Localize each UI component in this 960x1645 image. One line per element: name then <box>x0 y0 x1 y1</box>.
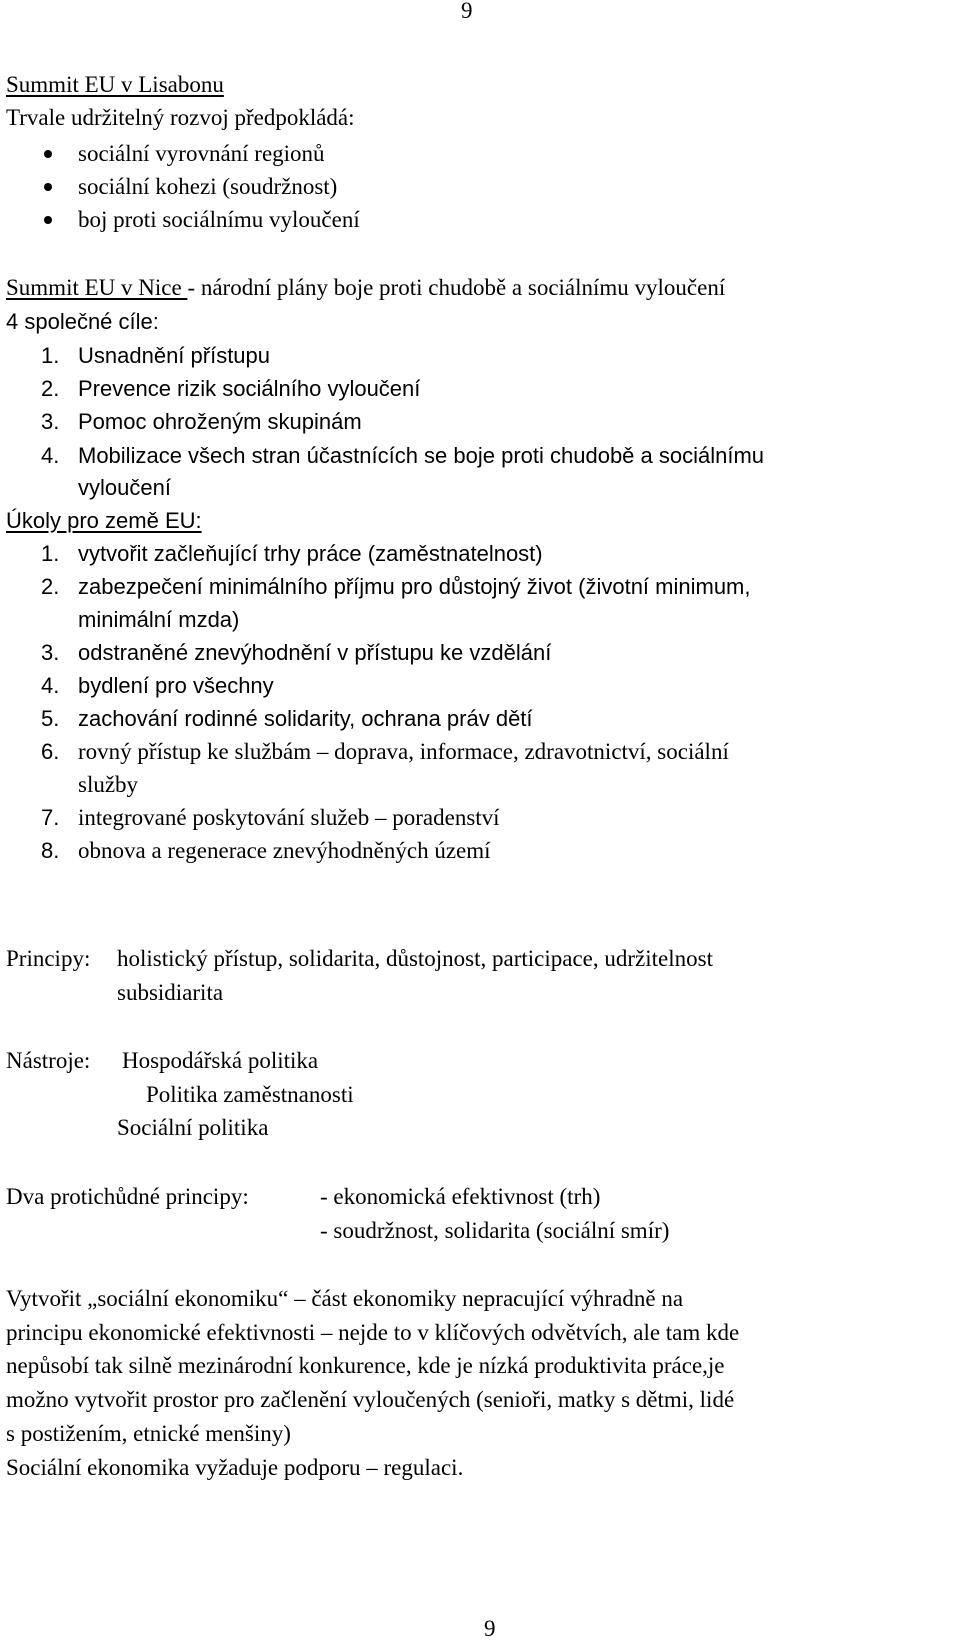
task-item: bydlení pro všechny <box>78 673 274 698</box>
page-number-bottom: 9 <box>484 1616 496 1641</box>
list-item: boj proti sociálnímu vyloučení <box>78 207 360 232</box>
goals-heading: 4 společné cíle: <box>6 309 159 334</box>
paragraph-line: nepůsobí tak silně mezinárodní konkurence, kde je nízká produktivita práce,je <box>6 1353 725 1378</box>
goal-number: 2. <box>41 376 60 401</box>
bullet-icon <box>44 216 52 224</box>
task-item-continued: minimální mzda) <box>78 607 240 632</box>
task-number: 1. <box>41 541 60 566</box>
list-item: sociální kohezi (soudržnost) <box>78 174 338 199</box>
task-item: rovný přístup ke službám – doprava, informace, zdravotnictví, sociální <box>78 739 729 764</box>
task-item-continued: služby <box>78 772 139 797</box>
page-number-top: 9 <box>461 0 473 23</box>
principles-line-1: holistický přístup, solidarita, důstojnost, participace, udržitelnost <box>117 946 713 971</box>
goal-number: 4. <box>41 443 60 468</box>
task-number: 4. <box>41 673 60 698</box>
opposing-label: Dva protichůdné principy: <box>6 1184 249 1209</box>
paragraph-line: možno vytvořit prostor pro začlenění vyloučených (senioři, matky s dětmi, lidé <box>6 1387 735 1412</box>
goal-item-continued: vyloučení <box>78 475 171 500</box>
task-number: 2. <box>41 574 60 599</box>
goal-item: Mobilizace všech stran účastnících se boje proti chudobě a sociálnímu <box>78 443 765 468</box>
tools-item: Hospodářská politika <box>122 1048 319 1073</box>
task-item: odstraněné znevýhodnění v přístupu ke vzdělání <box>78 640 552 665</box>
task-item: obnova a regenerace znevýhodněných území <box>78 838 491 863</box>
principles-label: Principy: <box>6 946 91 971</box>
tools-item: Sociální politika <box>117 1115 269 1140</box>
list-item: sociální vyrovnání regionů <box>78 141 325 166</box>
nice-title: Summit EU v Nice <box>6 275 188 300</box>
task-number: 7. <box>41 805 60 830</box>
task-item: zabezpečení minimálního příjmu pro důstojný život (životní minimum, <box>78 574 751 599</box>
principles-line-2: subsidiarita <box>117 980 224 1005</box>
task-number: 8. <box>41 838 60 863</box>
goal-item: Prevence rizik sociálního vyloučení <box>78 376 421 401</box>
lisbon-title: Summit EU v Lisabonu <box>6 72 224 97</box>
goal-number: 1. <box>41 343 60 368</box>
lisbon-intro: Trvale udržitelný rozvoj předpokládá: <box>6 105 355 130</box>
nice-title-line <box>6 271 725 304</box>
opposing-item: - soudržnost, solidarita (sociální smír) <box>320 1218 670 1243</box>
bullet-icon <box>44 150 52 158</box>
bullet-icon <box>44 183 52 191</box>
nice-title-rest: - národní plány boje proti chudobě a sociálnímu vyloučení <box>187 275 726 300</box>
tasks-heading: Úkoly pro země EU: <box>6 508 202 533</box>
task-item: vytvořit začleňující trhy práce (zaměstnatelnost) <box>78 541 543 566</box>
task-number: 5. <box>41 706 60 731</box>
goal-item: Usnadnění přístupu <box>78 343 271 368</box>
task-number: 3. <box>41 640 60 665</box>
tools-item: Politika zaměstnanosti <box>146 1082 354 1107</box>
paragraph-line: Sociální ekonomika vyžaduje podporu – regulaci. <box>6 1455 464 1480</box>
opposing-item: - ekonomická efektivnost (trh) <box>320 1184 601 1209</box>
paragraph-line: principu ekonomické efektivnosti – nejde to v klíčových odvětvích, ale tam kde <box>6 1320 740 1345</box>
paragraph-line: s postižením, etnické menšiny) <box>6 1421 291 1446</box>
task-number: 6. <box>41 739 60 764</box>
paragraph-line: Vytvořit „sociální ekonomiku“ – část ekonomiky nepracující výhradně na <box>6 1286 684 1311</box>
task-item: zachování rodinné solidarity, ochrana práv dětí <box>78 706 533 731</box>
task-item: integrované poskytování služeb – poradenství <box>78 805 500 830</box>
goal-number: 3. <box>41 409 60 434</box>
tools-label: Nástroje: <box>6 1048 91 1073</box>
goal-item: Pomoc ohroženým skupinám <box>78 409 362 434</box>
